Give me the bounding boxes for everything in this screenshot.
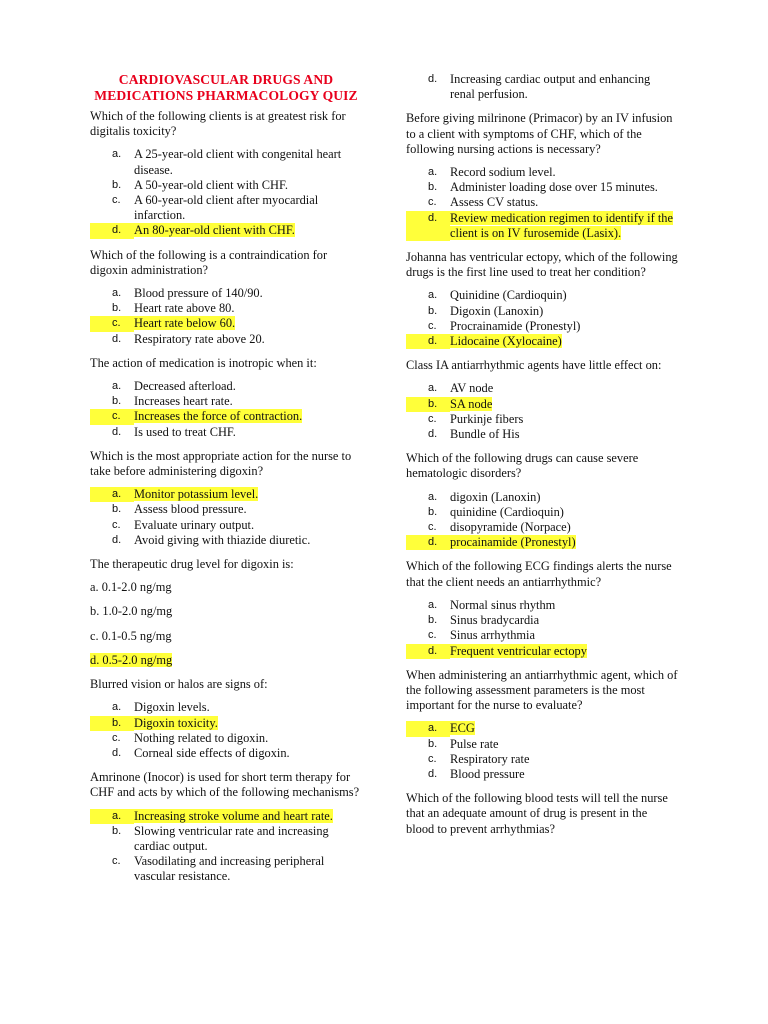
question-text: Before giving milrinone (Primacor) by an IV infusion to a client with symptoms of CHF, which of the following nursing actions is necessary? — [406, 111, 673, 156]
answer-text-highlighted: Increasing stroke volume and heart rate. — [134, 808, 333, 823]
answer-option — [406, 427, 678, 442]
answer-text: Increasing cardiac output and enhancing renal perfusion. — [450, 72, 651, 102]
answer-option — [90, 379, 362, 394]
answer-text: Evaluate urinary output. — [134, 517, 255, 532]
option-letter: b. — [90, 716, 134, 731]
answer-text: Assess blood pressure. — [134, 502, 247, 517]
answer-option — [406, 767, 678, 782]
question-text: The action of medication is inotropic when it: — [90, 355, 317, 370]
answer-option — [406, 72, 678, 102]
question-text: Which of the following clients is at greatest risk for digitalis toxicity? — [90, 109, 346, 139]
question-text: Which is the most appropriate action for the nurse to take before administering digoxin? — [90, 448, 352, 479]
option-letter: d. — [406, 535, 450, 550]
answer-option — [406, 334, 678, 349]
answer-text: Corneal side effects of digoxin. — [134, 745, 290, 760]
answer-option — [90, 518, 362, 533]
answer-text-highlighted: SA node — [450, 396, 493, 411]
answer-option — [406, 752, 678, 767]
option-letter: c. — [112, 731, 121, 744]
answer-text-highlighted: ECG — [450, 721, 475, 736]
question-text: Which of the following blood tests will tell the nurse that an adequate amount of drug is present in the blood to prevent arrhythmias? — [406, 791, 668, 836]
answer-text: Is used to treat CHF. — [134, 424, 236, 439]
question-text: The therapeutic drug level for digoxin is: — [90, 557, 294, 572]
answer-text: Pulse rate — [450, 736, 499, 751]
answer-text: digoxin (Lanoxin) — [450, 489, 541, 504]
answer-option — [90, 854, 362, 884]
answer-option — [406, 520, 678, 535]
question-text: Class IA antiarrhythmic agents have little effect on: — [406, 358, 662, 373]
quiz-title: CARDIOVASCULAR DRUGS AND MEDICATIONS PHARMACOLOGY QUIZ — [94, 72, 358, 103]
option-letter: a. — [428, 289, 438, 302]
answer-option — [406, 721, 678, 736]
option-letter: d. — [112, 425, 122, 438]
option-letter: c. — [428, 629, 437, 642]
answer-option — [90, 604, 362, 619]
question-block — [406, 668, 678, 782]
answer-option — [90, 487, 362, 502]
answer-text: Assess CV status. — [450, 195, 539, 210]
answer-option — [90, 301, 362, 316]
option-letter: d. — [406, 644, 450, 659]
option-letter: d. — [112, 332, 122, 345]
answer-options — [90, 286, 362, 347]
answer-option — [90, 332, 362, 347]
answer-option — [406, 613, 678, 628]
answer-text: b. 1.0-2.0 ng/mg — [90, 604, 173, 619]
option-letter: b. — [112, 503, 122, 516]
answer-text: Sinus bradycardia — [450, 613, 540, 628]
option-letter: d. — [406, 334, 450, 349]
option-letter: c. — [112, 855, 121, 868]
right-question-list — [406, 72, 678, 837]
answer-options — [90, 147, 362, 238]
option-letter: c. — [428, 752, 437, 765]
option-letter: d. — [428, 73, 438, 85]
answer-option — [90, 629, 362, 644]
answer-text-highlighted: Frequent ventricular ectopy — [450, 643, 587, 658]
answer-option — [90, 178, 362, 193]
answer-text-highlighted: Review medication regimen to identify if the client is on IV furosemide (Lasix). — [450, 210, 673, 240]
answer-options — [90, 379, 362, 440]
option-letter: c. — [112, 518, 121, 531]
option-letter: b. — [428, 737, 438, 750]
option-letter: d. — [428, 428, 438, 441]
answer-option — [406, 195, 678, 210]
option-letter: d. — [428, 767, 438, 780]
option-letter: b. — [428, 304, 438, 317]
question-block — [406, 72, 678, 102]
option-letter: a. — [90, 809, 134, 824]
answer-text: Procrainamide (Pronestyl) — [450, 318, 581, 333]
answer-option — [90, 653, 362, 668]
answer-option — [90, 394, 362, 409]
answer-option — [90, 700, 362, 715]
option-letter: d. — [112, 746, 122, 759]
answer-option — [90, 425, 362, 440]
question-block — [90, 109, 362, 239]
answer-text: Nothing related to digoxin. — [134, 730, 269, 745]
option-letter: a. — [428, 166, 438, 179]
answer-option — [406, 628, 678, 643]
option-letter: d. — [406, 211, 450, 241]
answer-text: Normal sinus rhythm — [450, 597, 556, 612]
option-letter: a. — [112, 287, 122, 300]
answer-options — [406, 490, 678, 551]
answer-option — [406, 598, 678, 613]
answer-text: A 60-year-old client after myocardial infarction. — [134, 193, 319, 223]
answer-options — [406, 165, 678, 241]
answer-text: Increases heart rate. — [134, 394, 233, 409]
answer-option — [90, 533, 362, 548]
answer-text-highlighted: An 80-year-old client with CHF. — [134, 223, 295, 238]
option-letter: a. — [112, 701, 122, 714]
answer-option — [90, 316, 362, 331]
option-letter: c. — [428, 412, 437, 425]
answer-text: Slowing ventricular rate and increasing cardiac output. — [134, 823, 329, 853]
option-letter: b. — [112, 178, 122, 191]
question-block — [90, 449, 362, 548]
question-block — [406, 111, 678, 241]
answer-text: a. 0.1-2.0 ng/mg — [90, 580, 172, 595]
option-letter: b. — [428, 505, 438, 518]
answer-option — [406, 737, 678, 752]
answer-option — [406, 288, 678, 303]
question-block — [406, 451, 678, 550]
answer-text-highlighted: d. 0.5-2.0 ng/mg — [90, 652, 173, 667]
answer-options — [406, 288, 678, 349]
option-letter: a. — [428, 382, 438, 395]
answer-options — [406, 381, 678, 442]
option-letter: a. — [90, 487, 134, 502]
answer-text-highlighted: Lidocaine (Xylocaine) — [450, 334, 562, 349]
option-letter: b. — [406, 397, 450, 412]
answer-options — [406, 598, 678, 659]
option-letter: a. — [428, 598, 438, 611]
option-letter: a. — [112, 380, 122, 393]
answer-option — [406, 535, 678, 550]
option-letter: c. — [428, 521, 437, 534]
answer-text-highlighted: Digoxin toxicity. — [134, 715, 218, 730]
answer-text: Decreased afterload. — [134, 379, 236, 394]
answer-option — [406, 412, 678, 427]
right-column — [406, 72, 678, 846]
answer-text: Administer loading dose over 15 minutes. — [450, 180, 658, 195]
left-column — [90, 72, 362, 894]
option-letter: b. — [112, 395, 122, 408]
answer-text: AV node — [450, 381, 494, 396]
question-block — [406, 250, 678, 349]
answer-option — [406, 304, 678, 319]
answer-option — [406, 211, 678, 241]
answer-text: Record sodium level. — [450, 165, 556, 180]
answer-text: c. 0.1-0.5 ng/mg — [90, 628, 172, 643]
answer-text: disopyramide (Norpace) — [450, 520, 571, 535]
answer-option — [90, 193, 362, 223]
question-block — [90, 557, 362, 668]
answer-option — [406, 165, 678, 180]
question-text: When administering an antiarrhythmic agent, which of the following assessment parameters is the most important for the nurse to evaluate? — [406, 667, 678, 713]
answer-option — [90, 716, 362, 731]
answer-option — [90, 147, 362, 177]
option-letter: b. — [428, 181, 438, 194]
question-text: Johanna has ventricular ectopy, which of the following drugs is the first line used to treat her condition? — [406, 250, 678, 280]
question-text: Which of the following is a contraindication for digoxin administration? — [90, 247, 328, 277]
answer-options — [90, 487, 362, 548]
left-question-list — [90, 109, 362, 885]
answer-text: Avoid giving with thiazide diuretic. — [134, 532, 311, 547]
answer-option — [90, 502, 362, 517]
option-letter: a. — [406, 721, 450, 736]
option-letter: c. — [90, 409, 134, 424]
answer-options — [406, 72, 678, 102]
option-letter: c. — [428, 196, 437, 209]
answer-option — [90, 286, 362, 301]
answer-option — [406, 180, 678, 195]
answer-text: Vasodilating and increasing peripheral vascular resistance. — [134, 854, 325, 884]
answer-text: Respiratory rate above 20. — [134, 331, 265, 346]
question-block — [90, 356, 362, 440]
answer-text: Heart rate above 80. — [134, 301, 235, 316]
answer-text: Digoxin levels. — [134, 700, 210, 715]
answer-text-highlighted: Increases the force of contraction. — [134, 409, 303, 424]
answer-option — [406, 397, 678, 412]
answer-options — [90, 809, 362, 885]
answer-option — [90, 580, 362, 595]
answer-option — [406, 319, 678, 334]
option-letter: c. — [428, 319, 437, 332]
question-text: Which of the following drugs can cause severe hematologic disorders? — [406, 451, 639, 481]
answer-option — [406, 644, 678, 659]
question-block — [406, 559, 678, 658]
question-block — [90, 248, 362, 347]
answer-text-highlighted: Heart rate below 60. — [134, 316, 236, 331]
answer-text-highlighted: procainamide (Pronestyl) — [450, 535, 576, 550]
answer-option — [406, 505, 678, 520]
answer-options — [90, 700, 362, 761]
answer-text: Sinus arrhythmia — [450, 628, 536, 643]
question-text: Blurred vision or halos are signs of: — [90, 677, 268, 692]
answer-option — [90, 824, 362, 854]
option-letter: c. — [90, 316, 134, 331]
answer-text: Digoxin (Lanoxin) — [450, 303, 544, 318]
answer-text: A 25-year-old client with congenital heart disease. — [134, 147, 342, 177]
option-letter: a. — [428, 490, 438, 503]
answer-option — [90, 746, 362, 761]
option-letter: a. — [112, 148, 122, 161]
answer-options — [406, 721, 678, 782]
answer-option — [90, 809, 362, 824]
question-block — [406, 358, 678, 442]
answer-text: Blood pressure — [450, 766, 525, 781]
option-letter: d. — [90, 223, 134, 238]
answer-text-highlighted: Monitor potassium level. — [134, 487, 259, 502]
answer-text: Respiratory rate — [450, 751, 530, 766]
answer-option — [406, 381, 678, 396]
option-letter: b. — [428, 614, 438, 627]
answer-text: Quinidine (Cardioquin) — [450, 288, 567, 303]
option-letter: b. — [112, 302, 122, 315]
answer-option — [406, 490, 678, 505]
option-letter: c. — [112, 194, 121, 207]
question-text: Which of the following ECG findings alerts the nurse that the client needs an antiarrhythmic? — [406, 559, 672, 589]
answer-text: A 50-year-old client with CHF. — [134, 177, 288, 192]
answer-text: Blood pressure of 140/90. — [134, 286, 263, 301]
question-block — [406, 791, 678, 837]
question-text: Amrinone (Inocor) is used for short term therapy for CHF and acts by which of the following mechanisms? — [90, 770, 360, 800]
option-letter: b. — [112, 824, 122, 837]
question-block — [90, 677, 362, 761]
answer-option — [90, 409, 362, 424]
answer-option — [90, 731, 362, 746]
question-block — [90, 770, 362, 884]
answer-option — [90, 223, 362, 238]
answer-text: quinidine (Cardioquin) — [450, 504, 564, 519]
option-letter: d. — [112, 533, 122, 546]
answer-text: Bundle of His — [450, 427, 520, 442]
answer-text: Purkinje fibers — [450, 411, 524, 426]
